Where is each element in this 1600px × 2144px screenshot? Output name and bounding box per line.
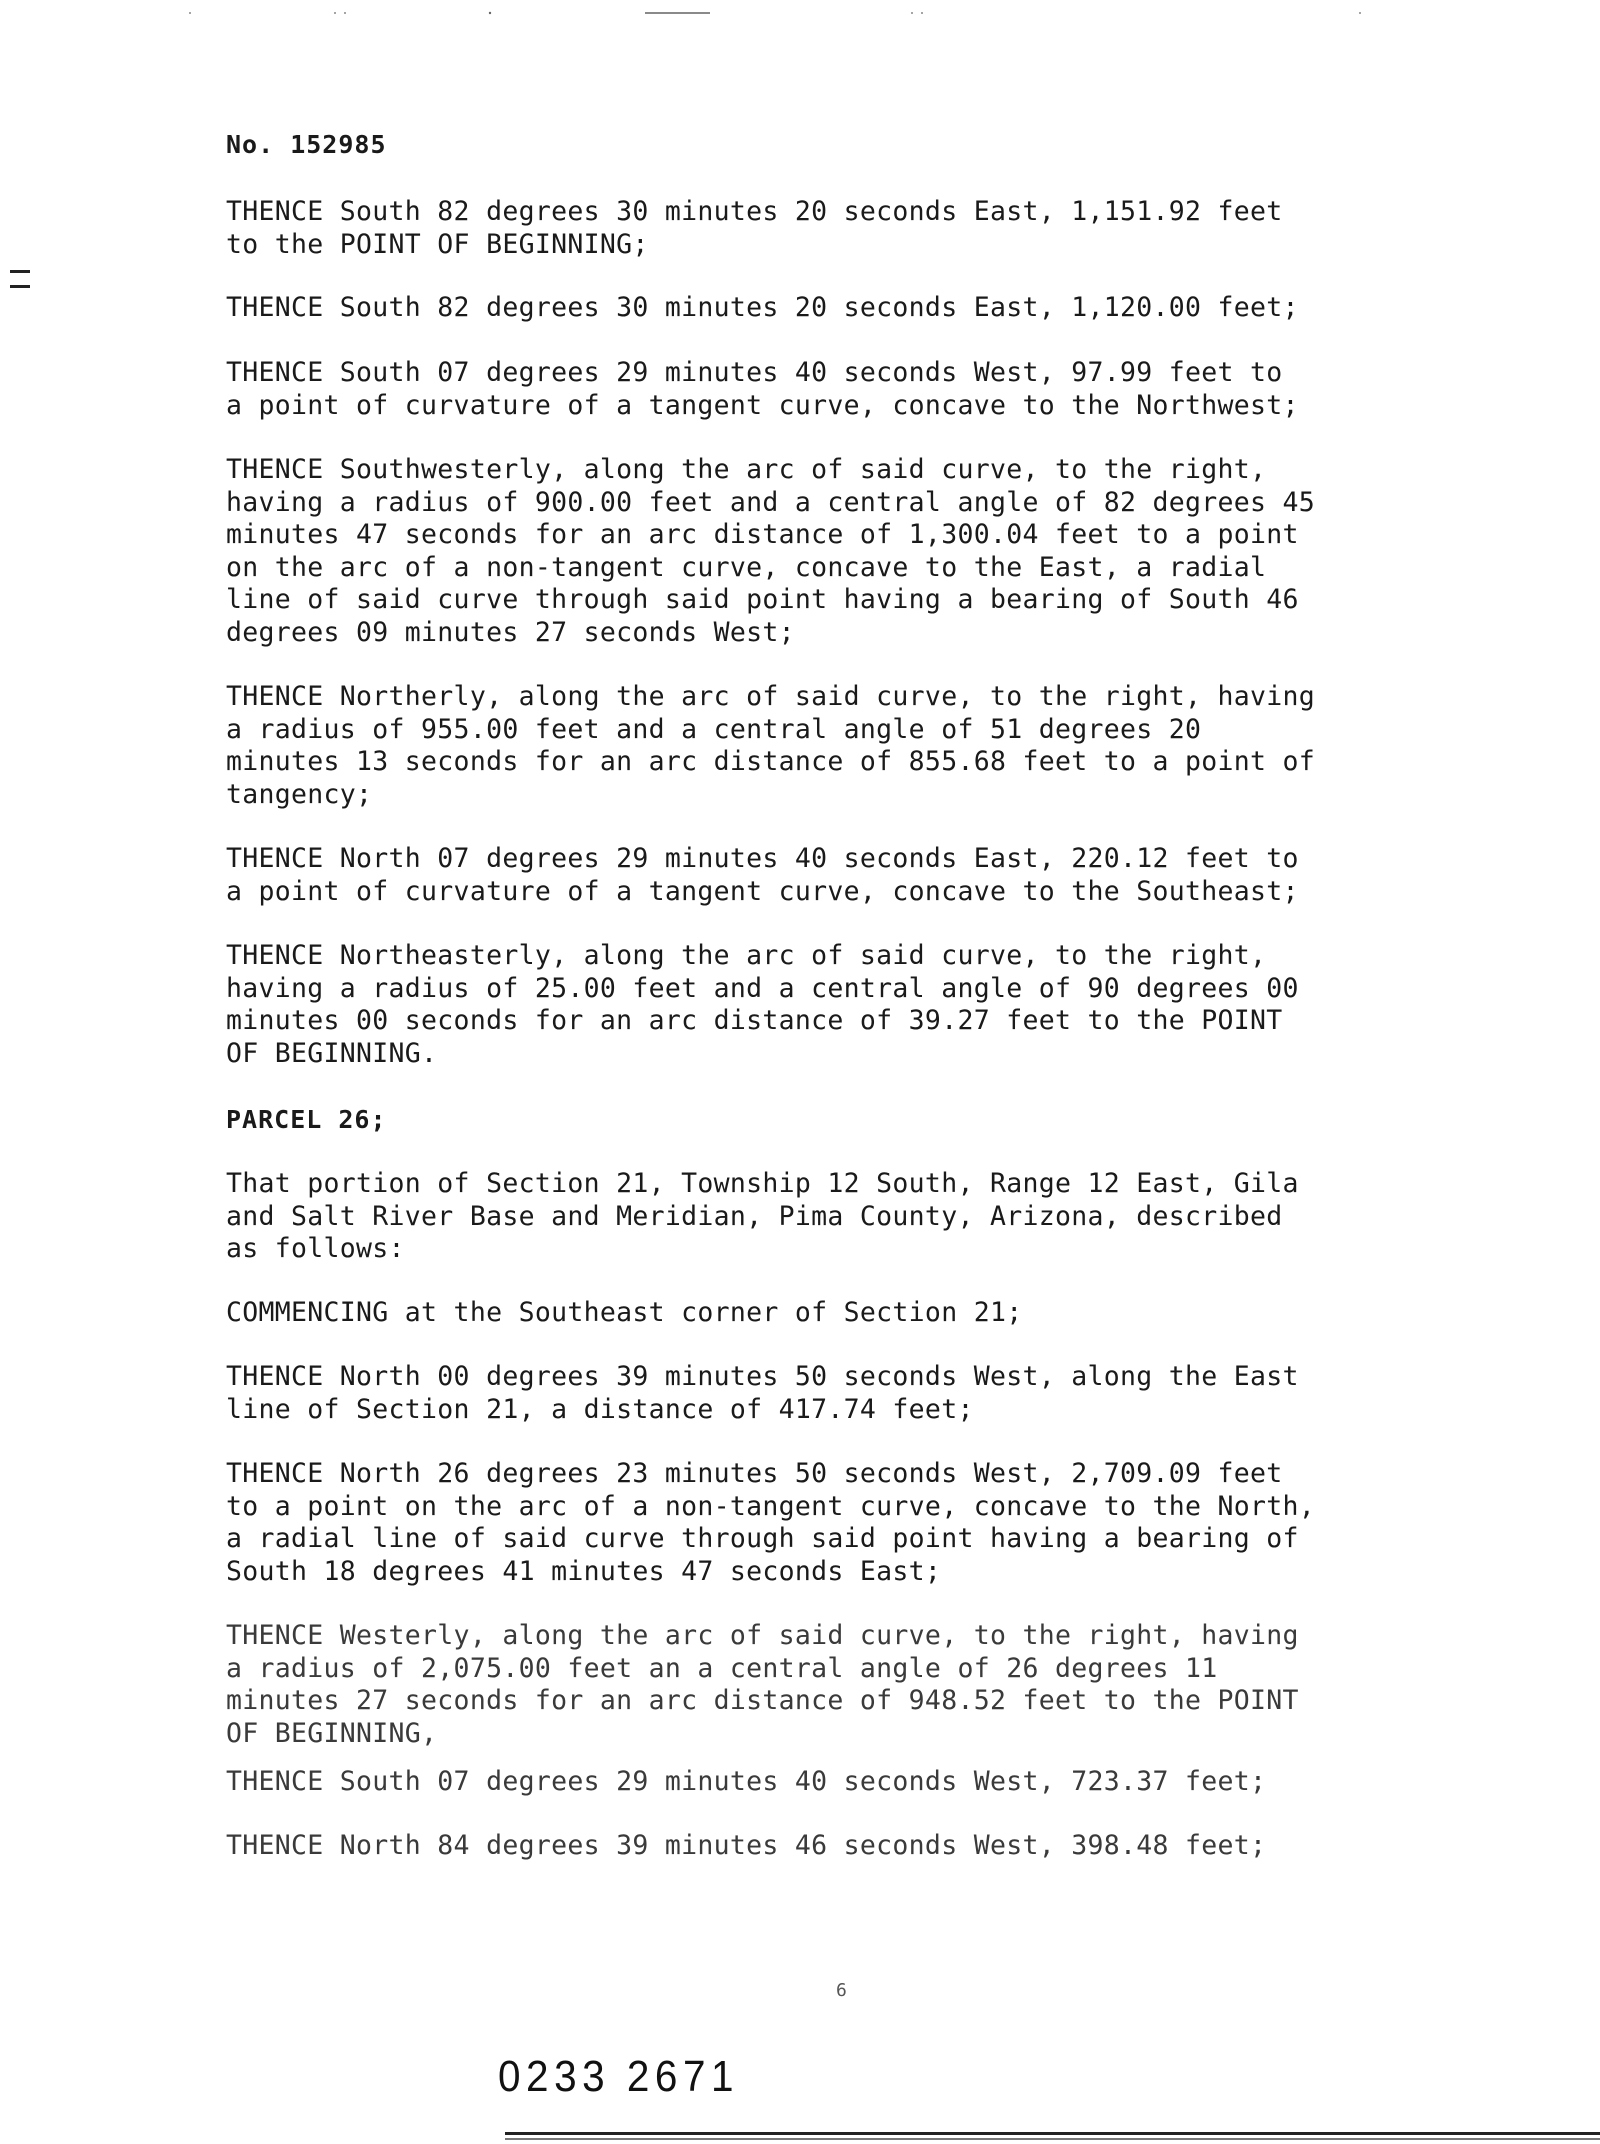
bottom-rule-secondary <box>505 2138 1600 2140</box>
binding-mark <box>10 270 30 288</box>
legal-paragraph: THENCE South 07 degrees 29 minutes 40 seconds West, 723.37 feet; <box>226 1766 1267 1797</box>
legal-paragraph: THENCE South 82 degrees 30 minutes 20 seconds East, 1,120.00 feet; <box>226 292 1299 323</box>
legal-paragraph: THENCE South 82 degrees 30 minutes 20 seconds East, 1,151.92 feet to the POINT OF BEGINNING; <box>226 196 1283 260</box>
scan-artifact-dots <box>0 6 1600 20</box>
legal-paragraph: THENCE Northeasterly, along the arc of said curve, to the right, having a radius of 25.00 feet and a central angle of 90 degrees 00 minutes 00 seconds for an arc distance of 39.27 feet to the POINT OF BEGINNING. <box>226 940 1299 1069</box>
legal-paragraph: That portion of Section 21, Township 12 South, Range 12 East, Gila and Salt River Base and Meridian, Pima County, Arizona, described as follows: <box>226 1168 1299 1264</box>
legal-paragraph: THENCE Westerly, along the arc of said curve, to the right, having a radius of 2,075.00 feet an a central angle of 26 degrees 11 minutes 27 seconds for an arc distance of 948.52 feet to the POINT OF BEGINNING, <box>226 1620 1299 1749</box>
legal-paragraph: THENCE North 00 degrees 39 minutes 50 seconds West, along the East line of Section 21, a distance of 417.74 feet; <box>226 1361 1299 1425</box>
page-number: 6 <box>836 1980 847 2001</box>
legal-paragraph: THENCE Northerly, along the arc of said curve, to the right, having a radius of 955.00 feet and a central angle of 51 degrees 20 minutes 13 seconds for an arc distance of 855.68 feet to a point of tangency; <box>226 681 1316 810</box>
parcel-heading: PARCEL 26; <box>226 1105 387 1134</box>
legal-paragraph: THENCE Southwesterly, along the arc of said curve, to the right, having a radius of 900.00 feet and a central angle of 82 degrees 45 minutes 47 seconds for an arc distance of 1,300.04 feet to a point on the arc of a non-tangent curve, concave to the East, a radial line of said curve through said point having a bearing of South 46 degrees 09 minutes 27 seconds West; <box>226 454 1316 648</box>
document-number: No. 152985 <box>226 130 387 159</box>
legal-paragraph: THENCE North 07 degrees 29 minutes 40 seconds East, 220.12 feet to a point of curvature of a tangent curve, concave to the Southeast; <box>226 843 1299 907</box>
bottom-rule <box>505 2132 1600 2135</box>
legal-paragraph: THENCE North 84 degrees 39 minutes 46 seconds West, 398.48 feet; <box>226 1830 1267 1861</box>
legal-paragraph: COMMENCING at the Southeast corner of Section 21; <box>226 1297 1023 1328</box>
legal-paragraph: THENCE South 07 degrees 29 minutes 40 seconds West, 97.99 feet to a point of curvature of a tangent curve, concave to the Northwest; <box>226 357 1299 421</box>
legal-paragraph: THENCE North 26 degrees 23 minutes 50 seconds West, 2,709.09 feet to a point on the arc of a non-tangent curve, concave to the North, a radial line of said curve through said point having a bearing of South 18 degrees 41 minutes 47 seconds East; <box>226 1458 1316 1587</box>
recording-stamp: 0233 2671 <box>498 2052 740 2101</box>
